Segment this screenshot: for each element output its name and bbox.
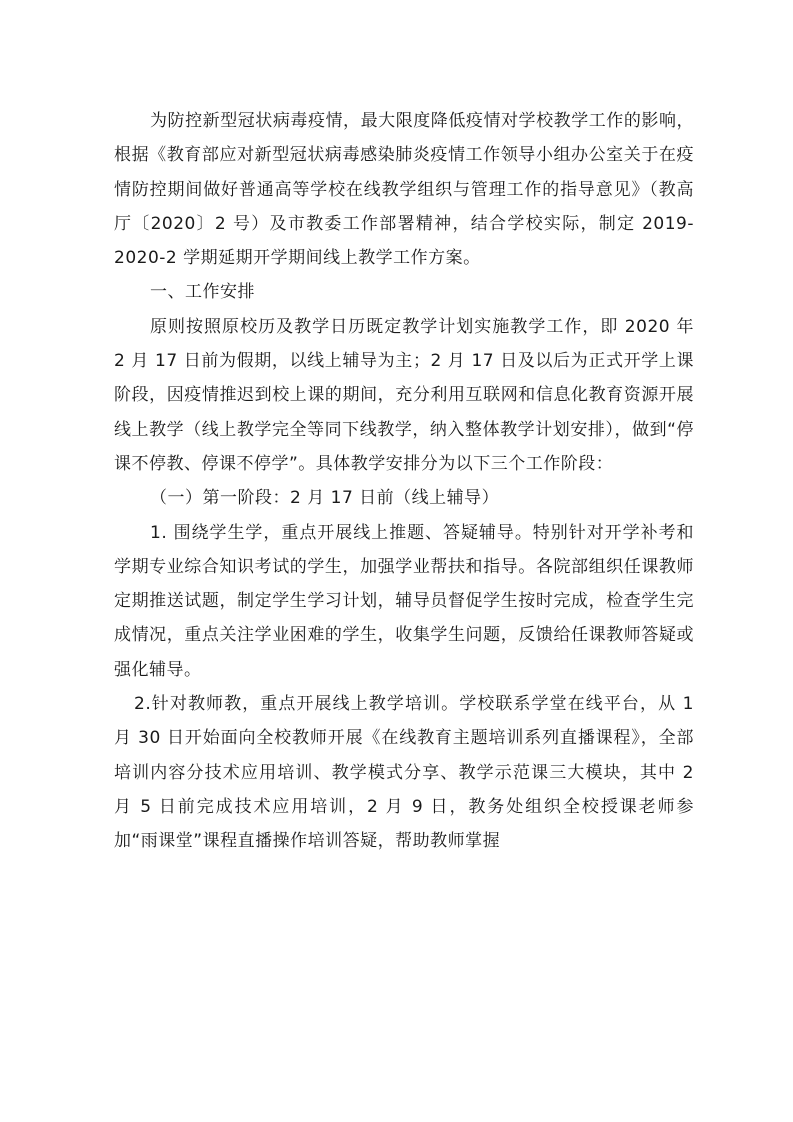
intro-paragraph: 为防控新型冠状病毒疫情，最大限度降低疫情对学校教学工作的影响，根据《教育部应对新型冠状病毒感染肺炎疫情工作领导小组办公室关于在疫情防控期间做好普通高等学校在线教学组织与管理工作的指导意见》（教高厅〔2020〕2 号）及市教委工作部署精神，结合学校实际，制定 2019-2020-2 学期延期开学期间线上教学工作方案。 [114, 111, 694, 269]
list-item: 2.针对教师教，重点开展线上教学培训。学校联系学堂在线平台，从 1 月 30 日开始面向全校教师开展《在线教育主题培训系列直播课程》，全部培训内容分技术应用培训、教学模式分享、教学示范课三大模块，其中 2 月 5 日前完成技术应用培训，2 月 9 日，教务处组织全校授课老师参加“雨课堂”课程直播操作培训答疑，帮助教师掌握 [114, 694, 694, 852]
section-heading: 一、工作安排 [150, 282, 255, 303]
list-item: 1. 围绕学生学，重点开展线上推题、答疑辅导。特别针对开学补考和学期专业综合知识考试的学生，加强学业帮扶和指导。各院部组织任课教师定期推送试题，制定学生学习计划，辅导员督促学生按时完成，检查学生完成情况，重点关注学业困难的学生，收集学生问题，反馈给任课教师答疑或强化辅导。 [114, 522, 694, 680]
subsection-heading: （一）第一阶段：2 月 17 日前（线上辅导） [150, 488, 500, 509]
document-body [114, 104, 694, 859]
body-paragraph: 原则按照原校历及教学日历既定教学计划实施教学工作，即 2020 年 2 月 17 日前为假期，以线上辅导为主；2 月 17 日及以后为正式开学上课阶段，因疫情推迟到校上课的期间，充分利用互联网和信息化教育资源开展线上教学（线上教学完全等同下线教学，纳入整体教学计划安排），做到“停课不停教、停课不停学”。具体教学安排分为以下三个工作阶段： [114, 316, 694, 474]
